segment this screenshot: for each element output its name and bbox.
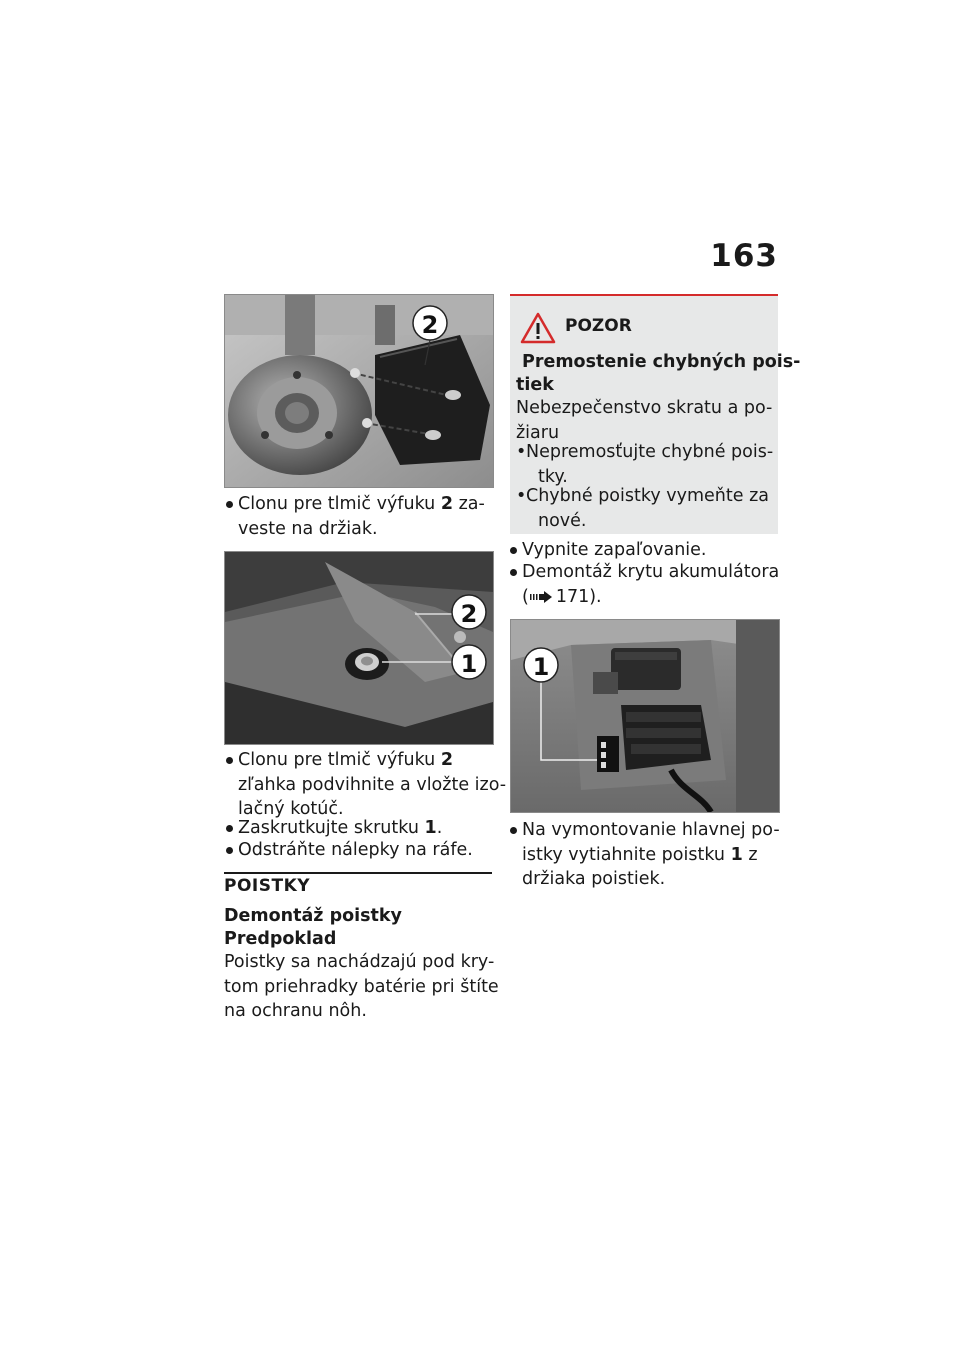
figure-fuse-box bbox=[510, 619, 780, 813]
warning-icon bbox=[520, 312, 556, 344]
warning-text bbox=[516, 396, 772, 445]
bullet-text: Na vymontovanie hlavnej po- bbox=[522, 820, 780, 840]
warning-list-item bbox=[516, 440, 773, 489]
warning-item-line: Chybné poistky vymeňte za bbox=[526, 486, 770, 506]
section-title-text: POISTKY bbox=[224, 876, 311, 896]
bullet-dot bbox=[226, 757, 233, 764]
bullet-dot: • bbox=[516, 486, 527, 506]
bullet-text: veste na držiak. bbox=[238, 518, 378, 539]
figure-label: 1 bbox=[532, 653, 550, 681]
paragraph-line: na ochranu nôh. bbox=[224, 1001, 367, 1021]
bullet-dot bbox=[510, 569, 517, 576]
figure-screw-removal-image bbox=[225, 552, 493, 744]
bullet-dot bbox=[510, 547, 517, 554]
bullet-text: z bbox=[742, 844, 758, 865]
list-item bbox=[510, 818, 780, 892]
bullet-text: Clonu pre tlmič výfuku bbox=[238, 494, 441, 514]
paragraph bbox=[224, 950, 499, 1024]
warning-item-line: tky. bbox=[538, 466, 568, 487]
reference-number: 2 bbox=[440, 494, 454, 514]
page-number: 163 bbox=[710, 238, 778, 274]
figure-fuse-box-image bbox=[511, 620, 779, 812]
reference-number: 2 bbox=[440, 750, 454, 770]
list-item bbox=[510, 538, 707, 563]
list-item bbox=[226, 748, 506, 822]
paragraph-line: tom priehradky batérie pri štíte bbox=[224, 976, 499, 997]
bullet-text: za- bbox=[453, 494, 485, 514]
warning-heading bbox=[516, 373, 554, 398]
bullet-text: zľahka podvihnite a vložte izo- bbox=[238, 774, 507, 795]
section-title bbox=[224, 872, 492, 896]
bullet-dot: • bbox=[516, 442, 527, 462]
warning-heading-line: Premostenie chybných pois- bbox=[522, 352, 801, 372]
warning-title: POZOR bbox=[565, 316, 632, 336]
warning-item-line: nové. bbox=[538, 510, 587, 531]
bullet-text: lačný kotúč. bbox=[238, 799, 344, 819]
list-item bbox=[510, 560, 779, 609]
cross-reference-arrow-icon bbox=[530, 591, 552, 603]
figure-label: 2 bbox=[460, 600, 478, 628]
figure-label: 1 bbox=[460, 650, 478, 678]
cross-reference-page[interactable]: 171). bbox=[555, 586, 602, 607]
bullet-text: Demontáž krytu akumulátora bbox=[522, 562, 780, 582]
figure-screw-removal bbox=[224, 551, 494, 745]
bullet-dot bbox=[510, 827, 517, 834]
list-item bbox=[226, 838, 473, 863]
bullet-text: Vypnite zapaľovanie. bbox=[522, 540, 707, 560]
warning-text-line: žiaru bbox=[516, 422, 560, 443]
figure-exhaust-cover-image bbox=[225, 295, 493, 487]
warning-heading bbox=[522, 350, 800, 375]
paragraph-line: Poistky sa nachádzajú pod kry- bbox=[224, 952, 495, 972]
warning-list-item bbox=[516, 484, 769, 533]
reference-number: 1 bbox=[730, 844, 743, 865]
reference-number: 1 bbox=[424, 818, 437, 838]
list-item bbox=[226, 816, 442, 841]
bullet-text: Zaskrutkujte skrutku bbox=[238, 818, 425, 838]
bullet-text: istky vytiahnite poistku bbox=[522, 844, 731, 865]
warning-text-line: Nebezpečenstvo skratu a po- bbox=[516, 398, 773, 418]
figure-label: 2 bbox=[421, 311, 439, 339]
bullet-text: Odstráňte nálepky na ráfe. bbox=[238, 840, 473, 860]
subheading: Predpoklad bbox=[224, 929, 337, 949]
bullet-text: . bbox=[436, 818, 443, 838]
paren-open: ( bbox=[522, 586, 529, 607]
bullet-dot bbox=[226, 501, 233, 508]
list-item bbox=[226, 492, 485, 541]
bullet-text: držiaka poistiek. bbox=[522, 869, 666, 889]
figure-exhaust-cover bbox=[224, 294, 494, 488]
bullet-dot bbox=[226, 847, 233, 854]
warning-heading-line: tiek bbox=[516, 375, 554, 395]
subheading: Demontáž poistky bbox=[224, 906, 402, 926]
bullet-text: Clonu pre tlmič výfuku bbox=[238, 750, 441, 770]
bullet-dot bbox=[226, 825, 233, 832]
warning-item-line: Nepremosťujte chybné pois- bbox=[526, 442, 774, 462]
